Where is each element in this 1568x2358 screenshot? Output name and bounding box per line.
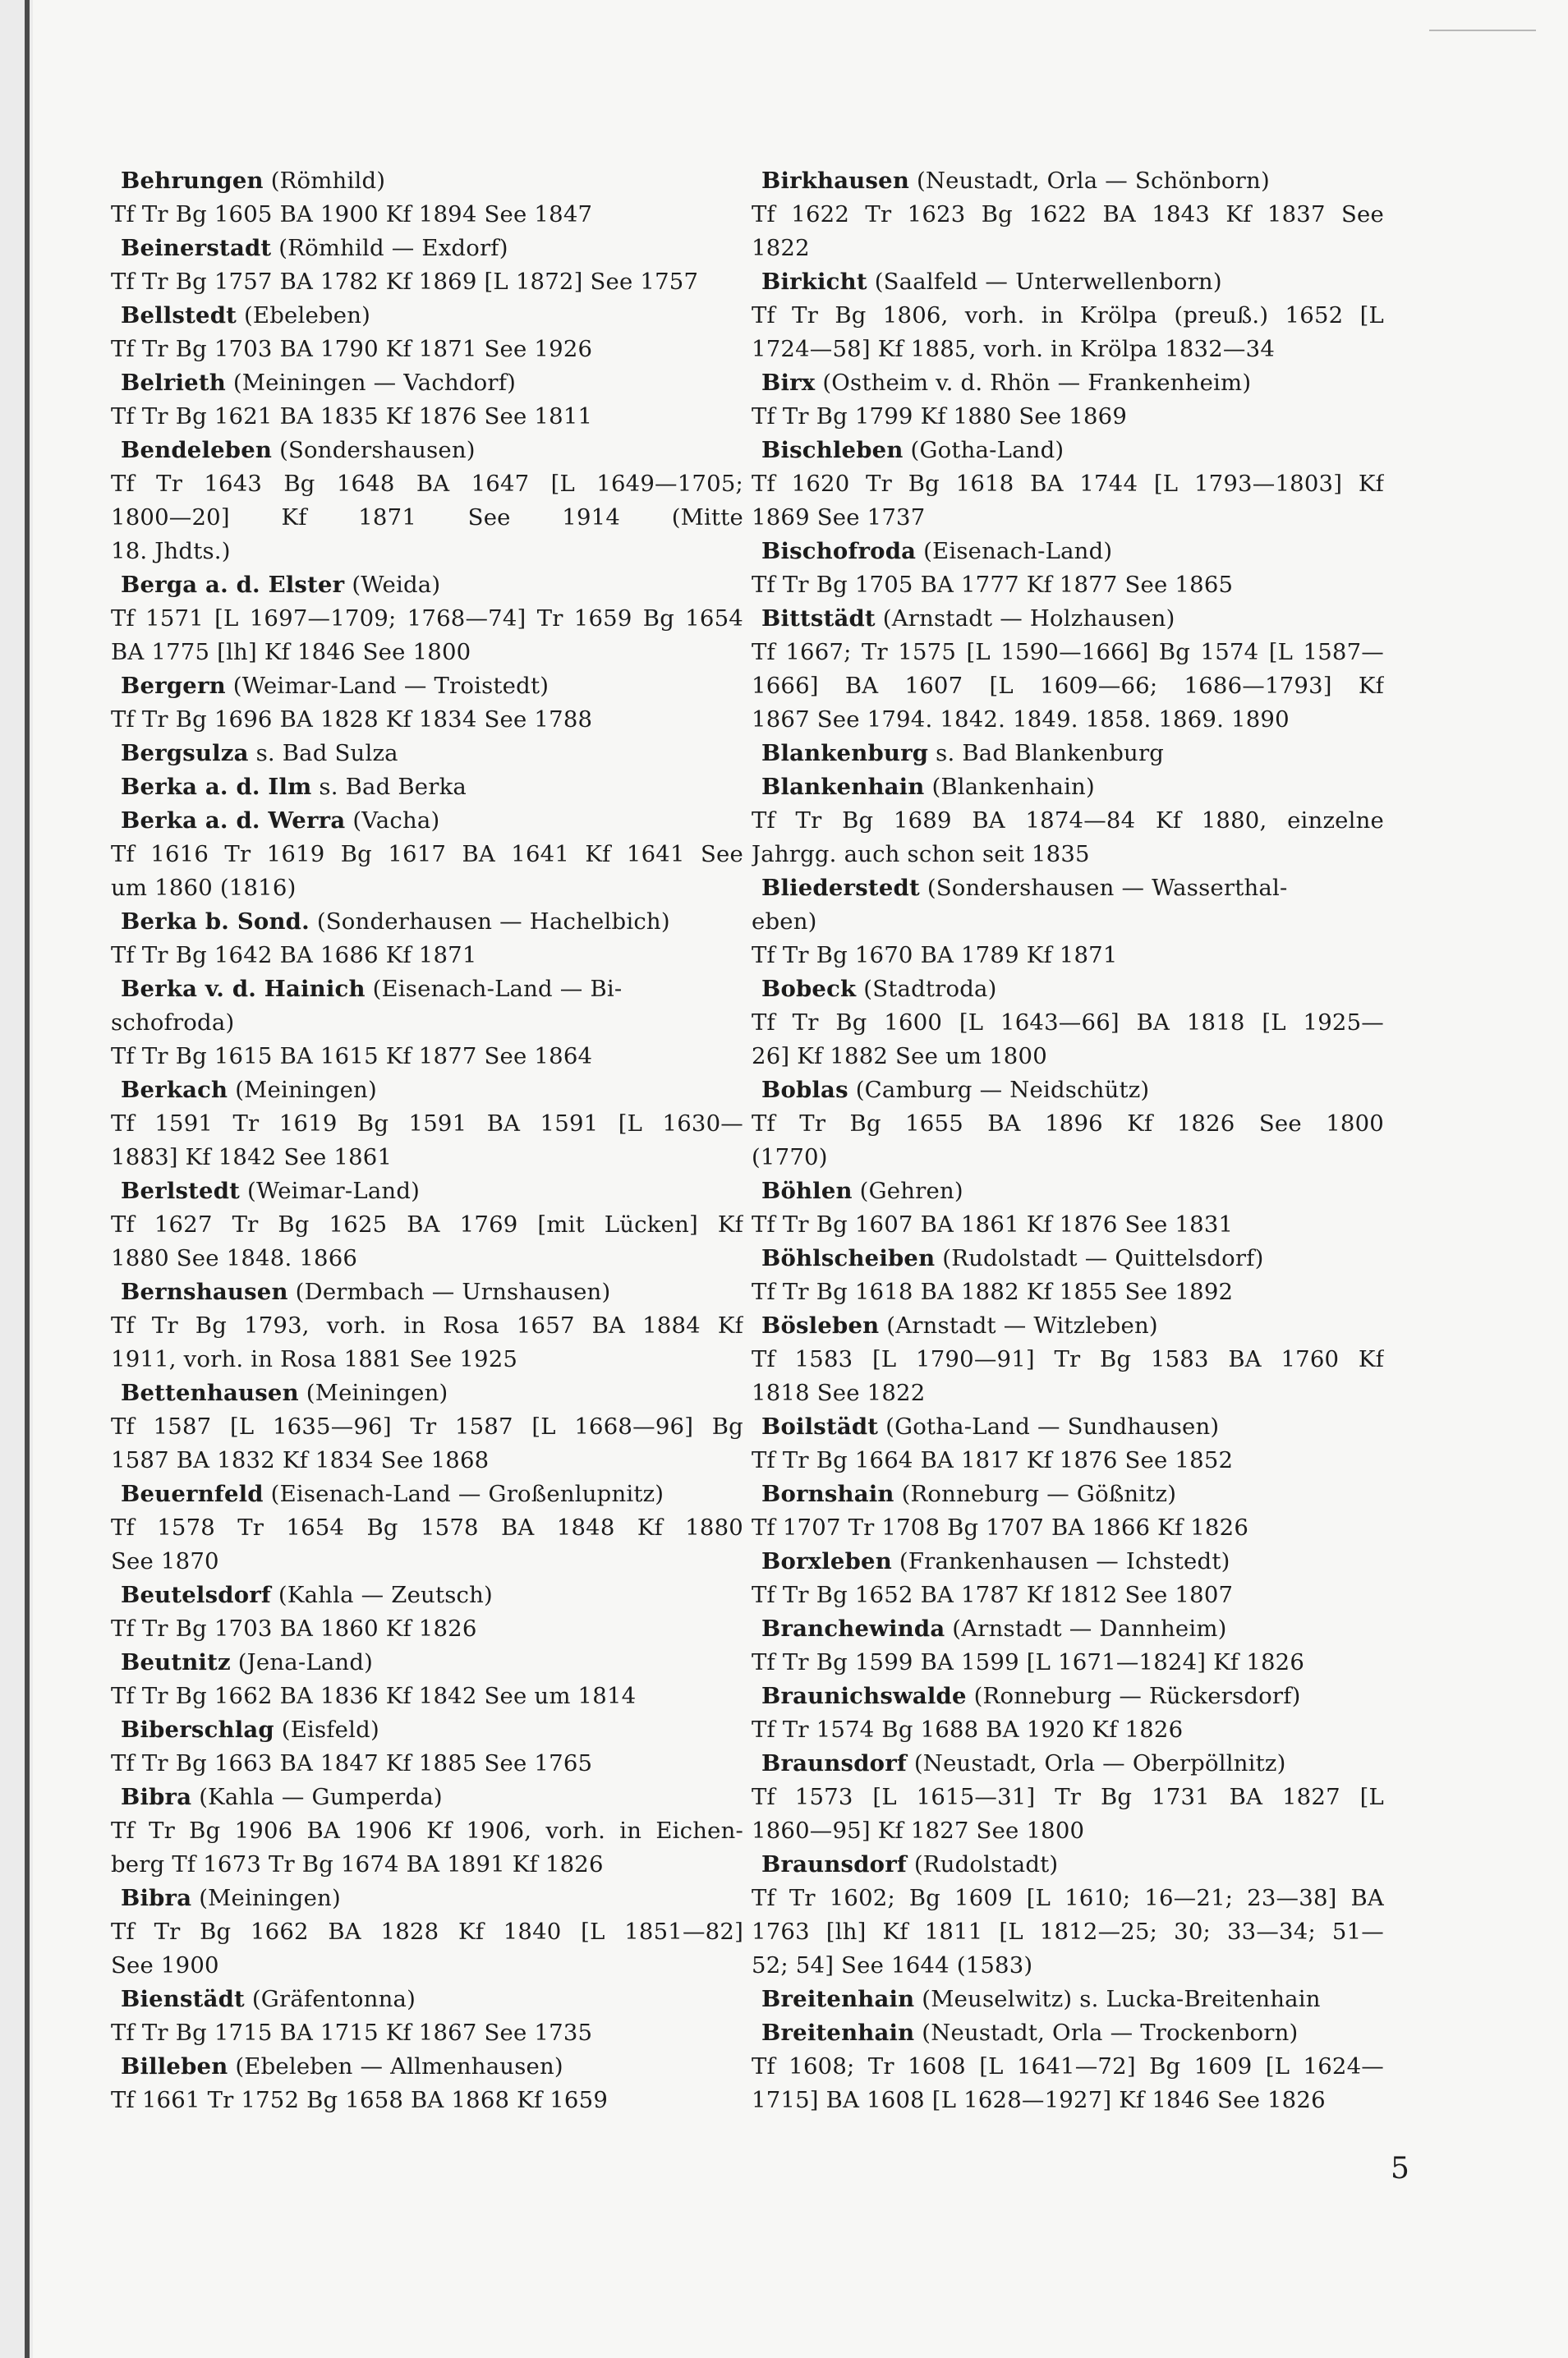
record-line: Tf Tr Bg 1615 BA 1615 Kf 1877 See 1864 — [111, 1043, 593, 1069]
place-name: Bergsulza — [121, 740, 249, 766]
record-line: Tf Tr Bg 1670 BA 1789 Kf 1871 — [752, 942, 1118, 968]
district-note: (Vacha) — [352, 807, 440, 834]
place-name: Birkhausen — [761, 168, 910, 194]
entry-heading — [111, 434, 743, 467]
district-note: (Weimar-Land — Troistedt) — [232, 673, 549, 699]
register-entry — [111, 1713, 743, 1781]
record-line: 1587 BA 1832 Kf 1834 See 1868 — [111, 1447, 490, 1473]
district-note: (Eisenach-Land) — [923, 538, 1113, 564]
entry-heading — [752, 1747, 1384, 1781]
record-line: Tf 1591 Tr 1619 Bg 1591 BA 1591 [L 1630— — [111, 1110, 743, 1137]
register-entry — [111, 164, 743, 232]
district-note: (Römhild — Exdorf) — [278, 235, 508, 261]
district-note: (Jena-Land) — [237, 1649, 374, 1675]
record-line: Tf Tr Bg 1642 BA 1686 Kf 1871 — [111, 942, 477, 968]
record-line: 1818 See 1822 — [752, 1380, 926, 1406]
entry-heading — [752, 871, 1384, 905]
register-entry — [752, 1309, 1384, 1410]
place-name: Breitenhain — [761, 2020, 915, 2046]
register-entry — [111, 905, 743, 972]
place-name: Branchewinda — [761, 1616, 945, 1642]
register-entry — [752, 1848, 1384, 1983]
place-name: Breitenhain — [761, 1986, 915, 2012]
entry-heading — [111, 299, 743, 333]
register-entry — [752, 1478, 1384, 1545]
left-column — [111, 164, 743, 2117]
record-line: Tf 1573 [L 1615—31] Tr Bg 1731 BA 1827 [L — [752, 1784, 1384, 1810]
register-entry — [752, 1174, 1384, 1242]
entry-heading — [752, 1242, 1384, 1276]
entry-heading — [752, 366, 1384, 400]
record-line: 1860—95] Kf 1827 See 1800 — [752, 1818, 1085, 1844]
district-note: (Blankenhain) — [931, 774, 1095, 800]
register-entry — [752, 1612, 1384, 1680]
register-entry — [111, 434, 743, 568]
entry-heading — [111, 1377, 743, 1410]
district-note: s. Bad Blankenburg — [936, 740, 1165, 766]
record-line: Tf 1608; Tr 1608 [L 1641—72] Bg 1609 [L 1624— — [752, 2053, 1384, 2080]
entry-heading — [752, 1073, 1384, 1107]
register-entry — [111, 1781, 743, 1882]
place-name: Blankenburg — [761, 740, 929, 766]
register-entry — [111, 1073, 743, 1174]
register-entry — [752, 972, 1384, 1073]
register-entry — [752, 1680, 1384, 1747]
place-name: Biberschlag — [121, 1717, 274, 1743]
record-line: schofroda) — [111, 1009, 235, 1036]
place-name: Bendeleben — [121, 437, 273, 463]
place-name: Bornshain — [761, 1481, 894, 1507]
record-line: Tf Tr Bg 1715 BA 1715 Kf 1867 See 1735 — [111, 2020, 593, 2046]
record-line: Tf 1616 Tr 1619 Bg 1617 BA 1641 Kf 1641 See — [111, 841, 743, 867]
register-entry — [752, 1410, 1384, 1478]
register-entry — [752, 265, 1384, 366]
entry-heading — [752, 1174, 1384, 1208]
register-entry — [752, 1747, 1384, 1848]
place-name: Boblas — [761, 1077, 848, 1103]
page-number: 5 — [1391, 2152, 1409, 2186]
record-line: 26] Kf 1882 See um 1800 — [752, 1043, 1047, 1069]
record-line: Tf Tr 1602; Bg 1609 [L 1610; 16—21; 23—38] BA — [752, 1885, 1384, 1911]
entry-heading — [752, 972, 1384, 1006]
record-line: eben) — [752, 908, 817, 935]
register-entry — [111, 1377, 743, 1478]
record-line: Tf Tr Bg 1618 BA 1882 Kf 1855 See 1892 — [752, 1279, 1234, 1305]
district-note: (Neustadt, Orla — Trockenborn) — [922, 2020, 1299, 2046]
district-note: (Eisenach-Land — Großenlupnitz) — [270, 1481, 664, 1507]
entry-heading — [752, 1545, 1384, 1579]
record-line: 1724—58] Kf 1885, vorh. in Krölpa 1832—34 — [752, 336, 1276, 362]
record-line: Tf Tr Bg 1689 BA 1874—84 Kf 1880, einzelne — [752, 807, 1384, 834]
entry-heading — [111, 1478, 743, 1511]
entry-heading — [752, 1680, 1384, 1713]
register-entry — [111, 770, 743, 804]
place-name: Bergern — [121, 673, 226, 699]
district-note: (Ronneburg — Rückersdorf) — [973, 1683, 1301, 1709]
record-line: Tf 1578 Tr 1654 Bg 1578 BA 1848 Kf 1880 — [111, 1515, 743, 1541]
entry-heading — [111, 568, 743, 602]
place-name: Braunichswalde — [761, 1683, 967, 1709]
district-note: (Sondershausen — Wasserthal- — [927, 875, 1288, 901]
entry-heading — [752, 1983, 1384, 2016]
entry-heading — [752, 1612, 1384, 1646]
entry-heading — [111, 905, 743, 939]
record-line: Tf 1661 Tr 1752 Bg 1658 BA 1868 Kf 1659 — [111, 2087, 609, 2113]
record-line: Tf Tr Bg 1652 BA 1787 Kf 1812 See 1807 — [752, 1582, 1234, 1608]
record-line: 1715] BA 1608 [L 1628—1927] Kf 1846 See 1826 — [752, 2087, 1326, 2113]
entry-heading — [111, 770, 743, 804]
place-name: Berkach — [121, 1077, 228, 1103]
entry-heading — [752, 737, 1384, 770]
entry-heading — [752, 2016, 1384, 2050]
place-name: Bliederstedt — [761, 875, 920, 901]
place-name: Böhlen — [761, 1178, 853, 1204]
place-name: Borxleben — [761, 1548, 892, 1574]
register-entry — [752, 737, 1384, 770]
record-line: Tf 1571 [L 1697—1709; 1768—74] Tr 1659 Bg 1654 — [111, 605, 743, 632]
record-line: Tf 1587 [L 1635—96] Tr 1587 [L 1668—96] Bg — [111, 1413, 743, 1440]
place-name: Bischofroda — [761, 538, 917, 564]
record-line: Tf 1622 Tr 1623 Bg 1622 BA 1843 Kf 1837 See — [752, 201, 1384, 228]
district-note: (Gotha-Land — Sundhausen) — [885, 1413, 1220, 1440]
record-line: 1880 See 1848. 1866 — [111, 1245, 358, 1271]
record-line: Tf Tr Bg 1696 BA 1828 Kf 1834 See 1788 — [111, 706, 593, 733]
district-note: (Neustadt, Orla — Oberpöllnitz) — [913, 1750, 1286, 1777]
place-name: Berka b. Sond. — [121, 908, 310, 935]
district-note: (Stadtroda) — [863, 976, 997, 1002]
district-note: (Eisenach-Land — Bi- — [372, 976, 623, 1002]
record-line: 1822 — [752, 235, 810, 261]
district-note: (Meiningen) — [235, 1077, 377, 1103]
record-line: BA 1775 [lh] Kf 1846 See 1800 — [111, 639, 471, 665]
entry-heading — [111, 1713, 743, 1747]
register-entry — [752, 434, 1384, 535]
record-line: Tf Tr Bg 1607 BA 1861 Kf 1876 See 1831 — [752, 1211, 1234, 1238]
record-line: 1867 See 1794. 1842. 1849. 1858. 1869. 1890 — [752, 706, 1290, 733]
district-note: (Neustadt, Orla — Schönborn) — [916, 168, 1270, 194]
register-entry — [752, 2016, 1384, 2117]
record-line: Tf Tr Bg 1793, vorh. in Rosa 1657 BA 1884 Kf — [111, 1312, 743, 1339]
district-note: (Kahla — Gumperda) — [199, 1784, 443, 1810]
register-entry — [111, 1646, 743, 1713]
place-name: Bibra — [121, 1885, 192, 1911]
register-entry — [111, 737, 743, 770]
record-line: 1869 See 1737 — [752, 504, 926, 531]
record-line: Tf Tr Bg 1662 BA 1836 Kf 1842 See um 1814 — [111, 1683, 637, 1709]
district-note: (Gotha-Land) — [910, 437, 1064, 463]
register-entry — [111, 1579, 743, 1646]
district-note: (Saalfeld — Unterwellenborn) — [874, 269, 1222, 295]
district-note: (Ebeleben) — [244, 302, 371, 329]
record-line: Tf Tr Bg 1703 BA 1790 Kf 1871 See 1926 — [111, 336, 593, 362]
entry-heading — [752, 1309, 1384, 1343]
district-note: s. Bad Sulza — [255, 740, 398, 766]
record-line: Tf 1620 Tr Bg 1618 BA 1744 [L 1793—1803] Kf — [752, 471, 1384, 497]
register-entry — [111, 232, 743, 299]
district-note: (Frankenhausen — Ichstedt) — [899, 1548, 1230, 1574]
record-line: Tf Tr Bg 1600 [L 1643—66] BA 1818 [L 1925— — [752, 1009, 1384, 1036]
entry-heading — [111, 366, 743, 400]
record-line: Tf Tr Bg 1799 Kf 1880 See 1869 — [752, 403, 1128, 430]
entry-heading — [111, 737, 743, 770]
register-entry — [752, 1983, 1384, 2016]
register-entry — [111, 1983, 743, 2050]
register-entry — [111, 1882, 743, 1983]
place-name: Böhlscheiben — [761, 1245, 936, 1271]
entry-heading — [752, 265, 1384, 299]
register-entry — [752, 535, 1384, 602]
record-line: 1666] BA 1607 [L 1609—66; 1686—1793] Kf — [752, 673, 1384, 699]
district-note: (Rudolstadt) — [913, 1851, 1059, 1878]
place-name: Behrungen — [121, 168, 264, 194]
record-line: 52; 54] See 1644 (1583) — [752, 1952, 1033, 1979]
register-entry — [752, 770, 1384, 871]
place-name: Braunsdorf — [761, 1750, 907, 1777]
place-name: Birx — [761, 370, 816, 396]
entry-heading — [111, 1983, 743, 2016]
record-line: Tf 1627 Tr Bg 1625 BA 1769 [mit Lücken] Kf — [111, 1211, 743, 1238]
district-note: (Arnstadt — Witzleben) — [886, 1312, 1158, 1339]
entry-heading — [752, 164, 1384, 198]
place-name: Birkicht — [761, 269, 867, 295]
record-line: Tf Tr Bg 1806, vorh. in Krölpa (preuß.) 1652 [L — [752, 302, 1384, 329]
place-name: Bernshausen — [121, 1279, 288, 1305]
entry-heading — [752, 1848, 1384, 1882]
place-name: Blankenhain — [761, 774, 925, 800]
record-line: See 1870 — [111, 1548, 219, 1574]
district-note: (Meiningen) — [306, 1380, 448, 1406]
entry-heading — [111, 164, 743, 198]
district-note: (Meuselwitz) s. Lucka-Breitenhain — [922, 1986, 1321, 2012]
district-note: (Römhild) — [270, 168, 386, 194]
entry-heading — [111, 2050, 743, 2084]
record-line: 18. Jhdts.) — [111, 538, 231, 564]
record-line: Tf 1707 Tr 1708 Bg 1707 BA 1866 Kf 1826 — [752, 1515, 1249, 1541]
district-note: (Weimar-Land) — [247, 1178, 421, 1204]
place-name: Beutnitz — [121, 1649, 231, 1675]
district-note: (Ronneburg — Gößnitz) — [901, 1481, 1177, 1507]
district-note: (Gräfentonna) — [251, 1986, 416, 2012]
district-note: (Sondershausen) — [279, 437, 476, 463]
record-line: Tf Tr 1643 Bg 1648 BA 1647 [L 1649—1705; — [111, 471, 743, 497]
record-line: um 1860 (1816) — [111, 875, 297, 901]
place-name: Billeben — [121, 2053, 228, 2080]
register-entry — [111, 972, 743, 1073]
place-name: Braunsdorf — [761, 1851, 907, 1878]
entry-heading — [111, 669, 743, 703]
place-name: Belrieth — [121, 370, 226, 396]
register-entry — [111, 1174, 743, 1276]
top-edge-mark — [1429, 30, 1536, 31]
right-column — [752, 164, 1384, 2117]
register-entry — [752, 871, 1384, 972]
record-line: Tf Tr Bg 1906 BA 1906 Kf 1906, vorh. in Eichen- — [111, 1818, 743, 1844]
register-entry — [752, 1073, 1384, 1174]
register-entry — [752, 164, 1384, 265]
entry-heading — [111, 1073, 743, 1107]
record-line: 1763 [lh] Kf 1811 [L 1812—25; 30; 33—34; 51— — [752, 1919, 1384, 1945]
entry-heading — [111, 1781, 743, 1814]
place-name: Beutelsdorf — [121, 1582, 271, 1608]
record-line: berg Tf 1673 Tr Bg 1674 BA 1891 Kf 1826 — [111, 1851, 604, 1878]
place-name: Bettenhausen — [121, 1380, 299, 1406]
register-entry — [752, 1545, 1384, 1612]
district-note: s. Bad Berka — [319, 774, 467, 800]
place-name: Beinerstadt — [121, 235, 272, 261]
record-line: 1911, vorh. in Rosa 1881 See 1925 — [111, 1346, 518, 1372]
place-name: Boilstädt — [761, 1413, 879, 1440]
place-name: Beuernfeld — [121, 1481, 264, 1507]
register-entry — [752, 366, 1384, 434]
record-line: Tf Tr Bg 1703 BA 1860 Kf 1826 — [111, 1616, 477, 1642]
record-line: 1883] Kf 1842 See 1861 — [111, 1144, 393, 1170]
entry-heading — [111, 1882, 743, 1915]
register-entry — [111, 299, 743, 366]
register-entry — [752, 602, 1384, 737]
entry-heading — [752, 535, 1384, 568]
district-note: (Eisfeld) — [281, 1717, 379, 1743]
district-note: (Meiningen) — [199, 1885, 341, 1911]
record-line: (1770) — [752, 1144, 828, 1170]
record-line: Tf Tr Bg 1621 BA 1835 Kf 1876 See 1811 — [111, 403, 593, 430]
entry-heading — [111, 1646, 743, 1680]
entry-heading — [111, 1276, 743, 1309]
register-entry — [111, 669, 743, 737]
record-line: Tf Tr Bg 1599 BA 1599 [L 1671—1824] Kf 1826 — [752, 1649, 1305, 1675]
register-entry — [111, 568, 743, 669]
entry-heading — [752, 602, 1384, 636]
register-entry — [111, 804, 743, 905]
record-line: Tf 1667; Tr 1575 [L 1590—1666] Bg 1574 [L 1587— — [752, 639, 1384, 665]
entry-heading — [111, 1579, 743, 1612]
register-entry — [111, 2050, 743, 2117]
record-line: Jahrgg. auch schon seit 1835 — [752, 841, 1090, 867]
record-line: Tf Tr Bg 1662 BA 1828 Kf 1840 [L 1851—82] — [111, 1919, 743, 1945]
district-note: (Dermbach — Urnshausen) — [295, 1279, 611, 1305]
district-note: (Weida) — [352, 572, 441, 598]
record-line: Tf Tr 1574 Bg 1688 BA 1920 Kf 1826 — [752, 1717, 1184, 1743]
register-entry — [111, 1276, 743, 1377]
entry-heading — [752, 770, 1384, 804]
record-line: Tf Tr Bg 1705 BA 1777 Kf 1877 See 1865 — [752, 572, 1234, 598]
register-entry — [111, 1478, 743, 1579]
place-name: Bienstädt — [121, 1986, 245, 2012]
place-name: Berka a. d. Werra — [121, 807, 346, 834]
record-line: Tf Tr Bg 1757 BA 1782 Kf 1869 [L 1872] See 1757 — [111, 269, 699, 295]
entry-heading — [752, 434, 1384, 467]
entry-heading — [111, 1174, 743, 1208]
place-name: Berlstedt — [121, 1178, 241, 1204]
place-name: Berka a. d. Ilm — [121, 774, 312, 800]
record-line: Tf Tr Bg 1655 BA 1896 Kf 1826 See 1800 — [752, 1110, 1384, 1137]
district-note: (Ostheim v. d. Rhön — Frankenheim) — [822, 370, 1252, 396]
place-name: Bellstedt — [121, 302, 237, 329]
register-entry — [752, 1242, 1384, 1309]
district-note: (Arnstadt — Holzhausen) — [882, 605, 1175, 632]
entry-heading — [111, 972, 743, 1006]
place-name: Berka v. d. Hainich — [121, 976, 366, 1002]
entry-heading — [111, 804, 743, 838]
district-note: (Ebeleben — Allmenhausen) — [235, 2053, 563, 2080]
record-line: Tf Tr Bg 1605 BA 1900 Kf 1894 See 1847 — [111, 201, 593, 228]
record-line: Tf 1583 [L 1790—91] Tr Bg 1583 BA 1760 Kf — [752, 1346, 1384, 1372]
district-note: (Camburg — Neidschütz) — [855, 1077, 1150, 1103]
place-name: Bibra — [121, 1784, 192, 1810]
district-note: (Arnstadt — Dannheim) — [952, 1616, 1227, 1642]
district-note: (Kahla — Zeutsch) — [278, 1582, 493, 1608]
place-name: Bösleben — [761, 1312, 880, 1339]
district-note: (Gehren) — [859, 1178, 963, 1204]
district-note: (Meiningen — Vachdorf) — [232, 370, 517, 396]
register-entry — [111, 366, 743, 434]
place-name: Bittstädt — [761, 605, 876, 632]
record-line: 1800—20] Kf 1871 See 1914 (Mitte — [111, 504, 743, 531]
district-note: (Sonderhausen — Hachelbich) — [316, 908, 670, 935]
record-line: Tf Tr Bg 1663 BA 1847 Kf 1885 See 1765 — [111, 1750, 593, 1777]
record-line: Tf Tr Bg 1664 BA 1817 Kf 1876 See 1852 — [752, 1447, 1234, 1473]
binding-edge — [25, 0, 30, 2358]
place-name: Bobeck — [761, 976, 857, 1002]
place-name: Berga a. d. Elster — [121, 572, 345, 598]
entry-heading — [752, 1410, 1384, 1444]
place-name: Bischleben — [761, 437, 904, 463]
record-line: See 1900 — [111, 1952, 219, 1979]
entry-heading — [111, 232, 743, 265]
entry-heading — [752, 1478, 1384, 1511]
district-note: (Rudolstadt — Quittelsdorf) — [942, 1245, 1264, 1271]
